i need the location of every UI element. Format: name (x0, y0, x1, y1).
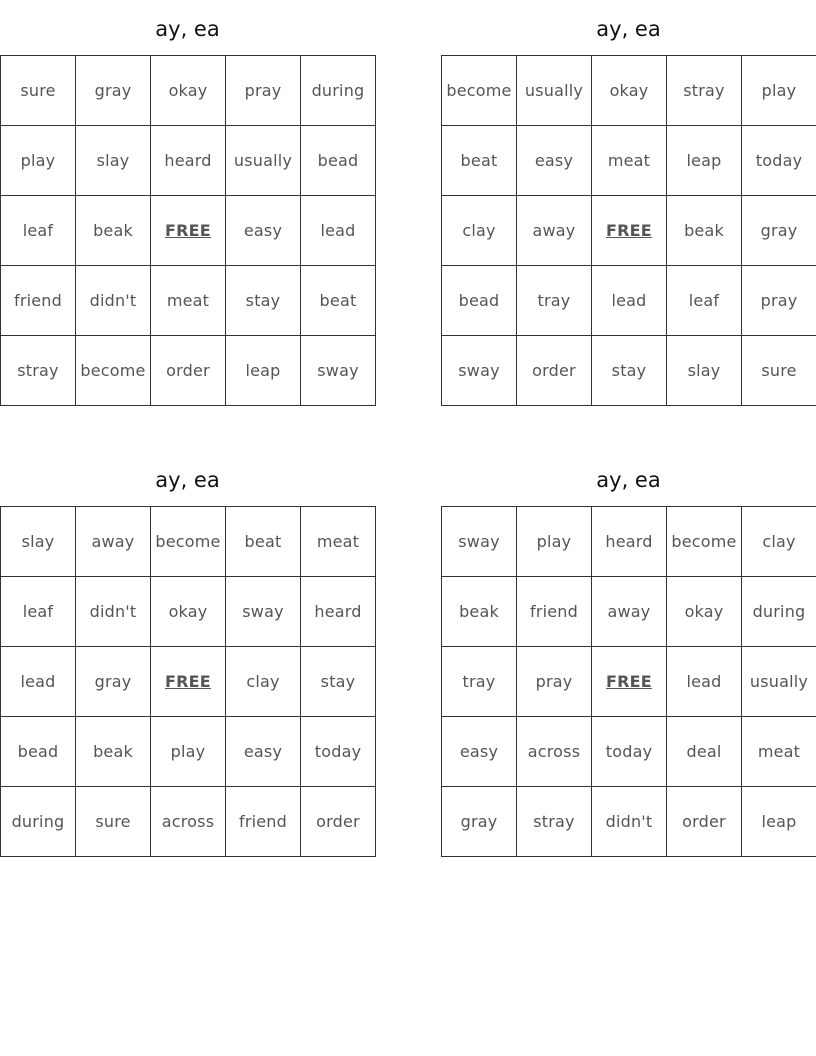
grid-cell: leap (226, 336, 301, 406)
grid-row (1, 126, 376, 196)
grid-cell: today (592, 717, 667, 787)
grid-row (442, 717, 816, 787)
grid-cell: meat (301, 507, 376, 577)
grid-cell: become (76, 336, 151, 406)
grid-cell: sway (301, 336, 376, 406)
grid-cell: heard (301, 577, 376, 647)
grid-cell: gray (76, 56, 151, 126)
grid-cell: bead (1, 717, 76, 787)
grid-cell: clay (442, 196, 517, 266)
grid-cell: stray (517, 787, 592, 857)
bingo-grid (0, 506, 376, 857)
grid-cell: meat (742, 717, 816, 787)
grid-row (1, 647, 376, 717)
grid-cell: leap (667, 126, 742, 196)
grid-cell: easy (517, 126, 592, 196)
grid-row (1, 787, 376, 857)
grid-cell: tray (517, 266, 592, 336)
grid-cell: during (301, 56, 376, 126)
grid-cell: lead (592, 266, 667, 336)
grid-cell: clay (742, 507, 816, 577)
grid-cell: clay (226, 647, 301, 717)
card-title: ay, ea (155, 17, 220, 41)
grid-cell: usually (742, 647, 816, 717)
grid-row (442, 266, 816, 336)
grid-cell: okay (151, 577, 226, 647)
grid-cell: away (76, 507, 151, 577)
grid-cell: away (517, 196, 592, 266)
grid-cell: gray (742, 196, 816, 266)
grid-cell: sure (76, 787, 151, 857)
grid-cell: during (742, 577, 816, 647)
grid-cell: leaf (667, 266, 742, 336)
grid-cell: today (301, 717, 376, 787)
grid-cell: sure (742, 336, 816, 406)
grid-cell: play (1, 126, 76, 196)
grid-cell: beat (226, 507, 301, 577)
grid-cell: stay (301, 647, 376, 717)
grid-cell: play (151, 717, 226, 787)
grid-row (1, 577, 376, 647)
grid-cell: usually (517, 56, 592, 126)
grid-row (1, 717, 376, 787)
grid-cell: gray (76, 647, 151, 717)
grid-cell: leaf (1, 196, 76, 266)
grid-cell: across (517, 717, 592, 787)
grid-cell: meat (151, 266, 226, 336)
grid-cell: order (301, 787, 376, 857)
grid-cell: friend (226, 787, 301, 857)
grid-row (1, 56, 376, 126)
grid-cell: stray (1, 336, 76, 406)
grid-cell: lead (301, 196, 376, 266)
grid-row (1, 507, 376, 577)
grid-cell: didn't (76, 266, 151, 336)
grid-row (442, 647, 816, 717)
bingo-card-4 (441, 451, 816, 857)
grid-cell: sway (442, 336, 517, 406)
grid-cell: gray (442, 787, 517, 857)
grid-cell: stray (667, 56, 742, 126)
grid-cell: heard (592, 507, 667, 577)
grid-cell: friend (1, 266, 76, 336)
grid-cell: okay (667, 577, 742, 647)
free-space-cell: FREE (592, 196, 667, 266)
grid-cell: tray (442, 647, 517, 717)
grid-row (442, 196, 816, 266)
bingo-grid (441, 506, 816, 857)
grid-cell: play (742, 56, 816, 126)
card-title: ay, ea (155, 468, 220, 492)
grid-cell: easy (442, 717, 517, 787)
grid-cell: usually (226, 126, 301, 196)
grid-row (442, 126, 816, 196)
grid-cell: slay (76, 126, 151, 196)
grid-cell: heard (151, 126, 226, 196)
grid-cell: meat (592, 126, 667, 196)
grid-row (442, 336, 816, 406)
grid-cell: become (667, 507, 742, 577)
grid-cell: order (667, 787, 742, 857)
grid-cell: pray (226, 56, 301, 126)
grid-cell: become (151, 507, 226, 577)
grid-row (442, 577, 816, 647)
grid-row (1, 266, 376, 336)
grid-cell: friend (517, 577, 592, 647)
grid-cell: during (1, 787, 76, 857)
grid-cell: leaf (1, 577, 76, 647)
grid-cell: become (442, 56, 517, 126)
grid-cell: slay (1, 507, 76, 577)
grid-row (442, 56, 816, 126)
bingo-grid (441, 55, 816, 406)
grid-cell: easy (226, 717, 301, 787)
bingo-card-1 (0, 0, 375, 406)
grid-cell: didn't (592, 787, 667, 857)
grid-cell: order (151, 336, 226, 406)
grid-cell: leap (742, 787, 816, 857)
bingo-card-3 (0, 451, 375, 857)
grid-cell: beak (442, 577, 517, 647)
grid-cell: okay (151, 56, 226, 126)
grid-cell: order (517, 336, 592, 406)
grid-cell: stay (226, 266, 301, 336)
grid-cell: didn't (76, 577, 151, 647)
grid-row (1, 196, 376, 266)
grid-cell: bead (442, 266, 517, 336)
grid-cell: easy (226, 196, 301, 266)
grid-cell: beak (76, 196, 151, 266)
card-title: ay, ea (596, 17, 661, 41)
card-title: ay, ea (596, 468, 661, 492)
free-space-cell: FREE (592, 647, 667, 717)
grid-cell: bead (301, 126, 376, 196)
free-space-cell: FREE (151, 196, 226, 266)
grid-cell: beak (667, 196, 742, 266)
grid-cell: today (742, 126, 816, 196)
grid-cell: pray (742, 266, 816, 336)
grid-cell: beat (301, 266, 376, 336)
grid-cell: beat (442, 126, 517, 196)
grid-cell: deal (667, 717, 742, 787)
grid-cell: sway (226, 577, 301, 647)
grid-row (1, 336, 376, 406)
grid-cell: lead (1, 647, 76, 717)
grid-cell: sway (442, 507, 517, 577)
grid-cell: pray (517, 647, 592, 717)
grid-cell: lead (667, 647, 742, 717)
grid-row (442, 507, 816, 577)
grid-row (442, 787, 816, 857)
free-space-cell: FREE (151, 647, 226, 717)
grid-cell: across (151, 787, 226, 857)
grid-cell: beak (76, 717, 151, 787)
bingo-card-2 (441, 0, 816, 406)
grid-cell: slay (667, 336, 742, 406)
grid-cell: play (517, 507, 592, 577)
grid-cell: stay (592, 336, 667, 406)
grid-cell: sure (1, 56, 76, 126)
grid-cell: okay (592, 56, 667, 126)
bingo-grid (0, 55, 376, 406)
grid-cell: away (592, 577, 667, 647)
